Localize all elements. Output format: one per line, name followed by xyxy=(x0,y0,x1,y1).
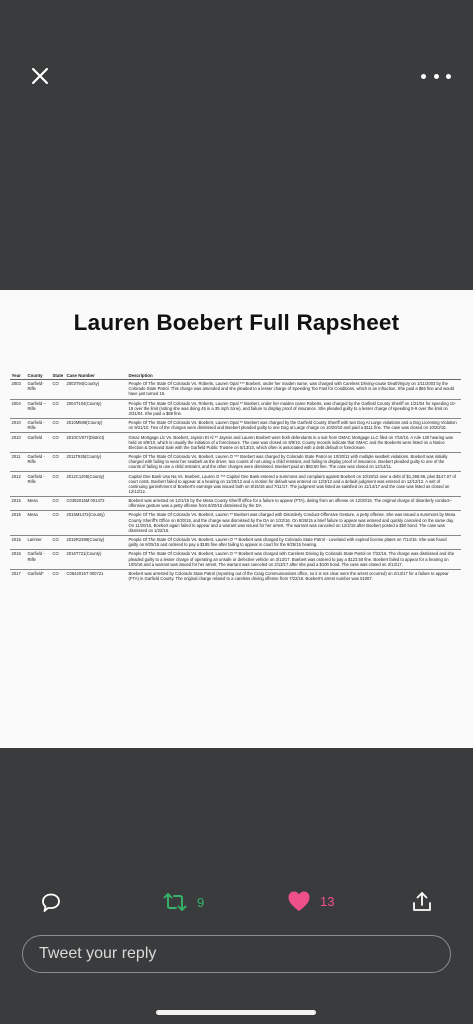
table-row xyxy=(10,433,461,452)
cell-county: Garfield – Rifle xyxy=(26,399,51,418)
document-title: Lauren Boebert Full Rapsheet xyxy=(73,310,400,335)
cell-description: People Of The State Of Colorado Vs. Roberts, Lauren Opal ** Boebert, under her maiden name Roberts, was charged by the Garfield County Sheriff on 1/21/04 for speeding 10-19 over the limit (noting she was doing 45 in a 35 mph zone), and failure to display proof of insurance. She pleaded guilty to a lesser charge of speeding 5-9 over the limit on 3/31/04. She paid a $69 fine. xyxy=(127,399,461,418)
table-row xyxy=(10,399,461,418)
cell-state: CO xyxy=(51,535,65,549)
cell-description: Gmac Mortgage Llc Vs. Boebert, Jayson Et Al ** Jayson and Lauren Boebert were both defendants in a suit from GMAC Mortgage LLC filed on 7/16/10. A rule 120 hearing was held on 8/9/10, which is usually the initiation of a foreclosure. The case was closed on 8/9/10. County records indicate that GMAC and the Boeberts were listed on a Notice Election & Demand Sale with the Garfield Public Trustee on 5/13/10, which often is associated with a debt default or foreclosure. xyxy=(127,433,461,452)
cell-case-number: 2015R2398(County) xyxy=(65,535,127,549)
share-button[interactable] xyxy=(410,890,434,914)
cell-year: 2003 xyxy=(10,380,26,399)
more-options-button[interactable] xyxy=(421,66,451,86)
cell-county: Garfield-Rifle xyxy=(26,380,51,399)
reply-bubble-icon xyxy=(39,890,63,914)
cell-description: Capital One Bank Usa Na Vs. Boebert, Lauren O *** Capital One Bank entered a summons and complaint against Boebert on 10/18/12 over a debt of $1,368.98, plus $147.07 of court costs. Boebert failed to appear at a hearing on 11/20/12 and a motion for default was entered on 12/3/12 and a default judgment was entered on 12/12/12. A writ of continuing garnishment of Boebert's earnings was issued both on 8/15/16 and 7/11/17. The judgment was listed as satisfied on 11/14/17 and the case was listed as closed on 12/12/12. xyxy=(127,472,461,497)
cell-case-number: 2003T94(County) xyxy=(65,380,127,399)
cell-state: CO xyxy=(51,569,65,583)
cell-state: CO xyxy=(51,452,65,471)
cell-county: Larimer xyxy=(26,535,51,549)
cell-county: Mesa xyxy=(26,496,51,510)
cell-state: CO xyxy=(51,433,65,452)
cell-county: Garfield* xyxy=(26,569,51,583)
cell-county: Garfield - Rifle xyxy=(26,472,51,497)
cell-state: CO xyxy=(51,550,65,569)
cell-state: CO xyxy=(51,419,65,433)
cell-case-number: 2010CV877(District) xyxy=(65,433,127,452)
cell-year: 2004 xyxy=(10,399,26,418)
cell-county: Garfield - Rifle xyxy=(26,419,51,433)
cell-description: People Of The State Of Colorado Vs. Roberts, Lauren Opal *** Boebert, under her maiden name, was charged with Careless Driving-cause Death/Injury on 1/11/2003 by the Colorado State Patrol. This charge was amended and she pleaded to a lesser charge of Speeding Too Fast for Conditions, which is an infraction. She paid a $66 fine and would have just turned 16. xyxy=(127,380,461,399)
cell-case-number: C0642016T 000721 xyxy=(65,569,127,583)
rapsheet-image[interactable] xyxy=(0,290,473,748)
close-button[interactable] xyxy=(26,62,54,90)
tweet-actions-bar xyxy=(0,880,473,924)
table-header-row xyxy=(10,372,461,380)
table-row xyxy=(10,380,461,399)
retweet-icon xyxy=(162,890,188,914)
cell-description: People Of The State Of Colorado Vs. Boebert, Lauren O ** Boebert was charged by Colorado State Patrol - Loveland with expired license plates on 7/14/15. She was found guilty on 9/25/15 and ordered to pay a $185 fine after failing to appear in court for the 9/25/15 hearing. xyxy=(127,535,461,549)
close-icon xyxy=(26,62,54,90)
cell-case-number: 2004T104(County) xyxy=(65,399,127,418)
cell-state: CO xyxy=(51,399,65,418)
like-button[interactable] xyxy=(287,890,334,912)
cell-case-number: 2012C1205(County) xyxy=(65,472,127,497)
cell-state: CO xyxy=(51,511,65,536)
cell-case-number: 2010M508(County) xyxy=(65,419,127,433)
cell-state: CO xyxy=(51,472,65,497)
cell-year: 2011 xyxy=(10,452,26,471)
table-row xyxy=(10,569,461,583)
header-case-number: Case Number xyxy=(65,372,127,380)
table-row xyxy=(10,535,461,549)
cell-year: 2015 xyxy=(10,535,26,549)
cell-description: Boebert was arrested by Colorado State Patrol (reporting out of the Craig Communications office, so it is not clear were the arrest occurred) on 2/13/17 for a failure to appear (FTA) in Garfield County. The original charge related to a careless driving offense from 7/22/16. Boebert's arrest number was 51067. xyxy=(127,569,461,583)
cell-county: Garfield xyxy=(26,433,51,452)
like-count: 13 xyxy=(320,893,335,909)
cell-year: 2010 xyxy=(10,419,26,433)
cell-year: 2012 xyxy=(10,472,26,497)
retweet-button[interactable] xyxy=(162,890,204,914)
cell-year: 2017 xyxy=(10,569,26,583)
cell-case-number: 2011T935(County) xyxy=(65,452,127,471)
heart-icon xyxy=(287,890,311,912)
more-horizontal-icon xyxy=(421,74,451,79)
header-year: Year xyxy=(10,372,26,380)
table-row xyxy=(10,419,461,433)
cell-description: People Of The State Of Colorado Vs. Boebert, Lauren O *** Boebert was charged by Colorado State Patrol on 10/20/11 with multiple seatbelt violations. Boebert was initially charged with failing to wear her seatbelt as the driver, two counts of not using a child restraint, and failing to display proof of insurance. Boebert pleaded guilty to one of the counts of failing to use a child restraint, and the other charges were dismissed. Boebert paid an $83.50 fine. The case was closed on 12/14/11. xyxy=(127,452,461,471)
cell-description: People Of The State Of Colorado Vs. Boebert, Lauren ** Boebert was charged with Disorderly Conduct-Offensive Gesture, a petty offense. She was issued a summons by Mesa County Sheriff's Office on 8/20/15, and the charge was dismissed by the DA on 1/22/16. On 8/26/15 a brief failure to appear was entered and quickly canceled on the same day. On 11/20/15, Boebert again failed to appear and a warrant was issued for her arrest. The warrant was canceled on 12/2/15 after Boebert posted a $50 bond. The case was dismissed on 1/22/16. xyxy=(127,511,461,536)
cell-case-number: 2015M1472(County) xyxy=(65,511,127,536)
top-bar xyxy=(0,0,473,150)
reply-input[interactable] xyxy=(37,944,421,964)
cell-state: CO xyxy=(51,380,65,399)
cell-county: Mesa xyxy=(26,511,51,536)
cell-case-number: 2016T721(County) xyxy=(65,550,127,569)
cell-year: 2015 xyxy=(10,496,26,510)
header-county: County xyxy=(26,372,51,380)
rapsheet-table xyxy=(10,372,461,583)
retweet-count: 9 xyxy=(197,894,205,910)
cell-year: 2015 xyxy=(10,511,26,536)
share-icon xyxy=(410,890,434,914)
cell-description: People Of The State Of Colorado Vs. Boebert, Lauren O ** Boebert was charged with Careless Driving by Colorado State Patrol on 7/22/16. The charge was dismissed and she pleaded guilty to a lesser charge of operating an unsafe or defective vehicle on 3/13/17. Boebert was ordered to pay a $123.50 fine. Boebert failed to appear for a hearing on 10/5/16 and a warrant was issued for her arrest. The warrant was canceled on 2/13/17 after she paid a $100 bond. The case was closed on 3/13/17. xyxy=(127,550,461,569)
reply-button[interactable] xyxy=(39,890,63,914)
cell-county: Garfield - Rifle xyxy=(26,452,51,471)
cell-state: CO xyxy=(51,496,65,510)
table-row xyxy=(10,550,461,569)
header-description: Description xyxy=(127,372,461,380)
cell-county: Garfield - Rifle xyxy=(26,550,51,569)
home-indicator[interactable] xyxy=(156,1010,316,1015)
table-row xyxy=(10,472,461,497)
cell-description: People Of The State Of Colorado Vs. Boebert, Lauren Opal ** Boebert was charged by the Garfield County Sheriff with two Dog At Large violations and a Dog Licensing Violation on 9/21/10. Two of the charges were dismissed and Boebert pleaded guilty to one Dog at Large charge on 10/20/10 and paid a $111 fine. The case was closed on 10/20/10. xyxy=(127,419,461,433)
table-row xyxy=(10,496,461,510)
cell-case-number: C0392015M 001472 xyxy=(65,496,127,510)
table-row xyxy=(10,452,461,471)
table-row xyxy=(10,511,461,536)
reply-input-box[interactable] xyxy=(22,935,451,973)
header-state: State xyxy=(52,373,64,378)
cell-year: 2010 xyxy=(10,433,26,452)
cell-description: Boebert was arrested on 12/1/15 by the Mesa County Sheriff office for a failure to appear (FTA), dating from an offense on 12/20/15. The original charge of disorderly conduct–offensive gesture was a petty offense from 8/20/15 dismissed by the DA xyxy=(127,496,461,510)
cell-year: 2016 xyxy=(10,550,26,569)
